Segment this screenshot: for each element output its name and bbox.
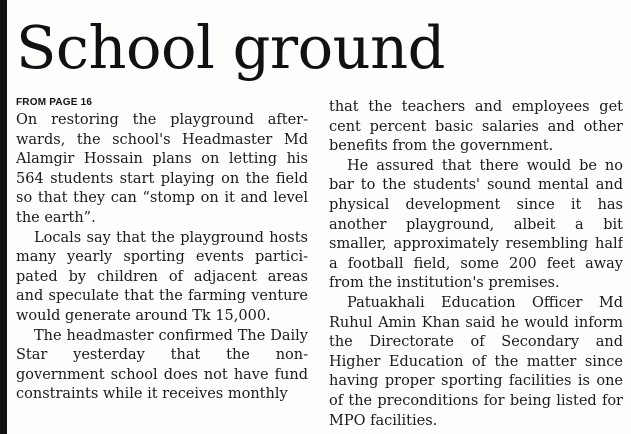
- paragraph-2: Locals say that the playground hosts many yearly sporting events participated by children of adjacent areas and speculate that the farming venture would generate around Tk 15,000.: [16, 229, 308, 324]
- paragraph-3: The headmaster confirmed The Daily Star yesterday that the non-government school does not have fund constraints while it receives monthly: [16, 327, 308, 403]
- paragraph-3-continued: that the teachers and employees get cent percent basic salaries and other benefits from the government.: [329, 99, 623, 155]
- paragraph-5: Patuakhali Education Officer Md Ruhul Amin Khan said he would inform the Directorate of Secondary and Higher Education of the matter since having proper sporting facilities is one of the preconditions for being listed for MPO facilities.: [329, 294, 623, 429]
- paragraph-4: He assured that there would be no bar to the students' sound mental and physical development since it has another playground, albeit a bit smaller, approximately resembling half a football field, some 200 feet away from the institution's premises.: [329, 157, 623, 292]
- left-edge-rule: [0, 0, 7, 434]
- paragraph-1: On restoring the playground afterwards, the school's Headmaster Md Alamgir Hossain plans on letting his 564 students start playing on the field so that they can “stomp on it and level the earth”.: [16, 112, 308, 226]
- kicker-from-page: FROM PAGE 16: [16, 97, 93, 108]
- headline: School ground: [16, 13, 445, 82]
- column-left: [16, 96, 308, 434]
- bottom-crop-fade: [320, 428, 631, 434]
- column-right: [329, 96, 623, 434]
